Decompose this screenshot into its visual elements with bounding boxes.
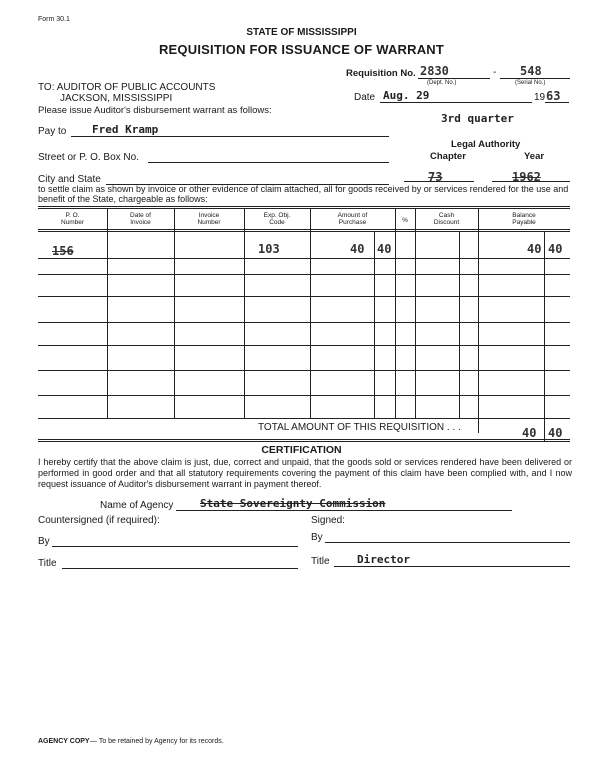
row-balance-cents: 40 (548, 242, 563, 256)
chapter-label: Chapter (430, 151, 466, 162)
header-balance: Balance Payable (512, 212, 536, 226)
requisition-label: Requisition No. (346, 68, 416, 79)
total-cents: 40 (548, 426, 563, 440)
footer-copy-text: — To be retained by Agency for its records. (90, 738, 224, 745)
dept-number-value: 2830 (420, 64, 449, 78)
year-label: Year (524, 151, 545, 162)
header-cash: Cash Discount (433, 212, 460, 226)
agency-value: State Sovereignty Commission (200, 497, 386, 510)
header-date: Date of Invoice (130, 212, 151, 226)
dept-caption: (Dept. No.) (427, 80, 457, 86)
signed-by-label: By (311, 532, 323, 543)
countersigned-title-label: Title (38, 558, 57, 569)
countersigned-by-label: By (38, 536, 50, 547)
street-label: Street or P. O. Box No. (38, 152, 139, 163)
header-percent: % (402, 217, 408, 224)
header-amount: Amount of Purchase (337, 212, 368, 226)
certification-heading: CERTIFICATION (261, 444, 342, 456)
signed-title-label: Title (311, 556, 330, 567)
total-label: TOTAL AMOUNT OF THIS REQUISITION . . . (258, 422, 461, 433)
header-exp: Exp. Obj. Code (263, 212, 291, 226)
settle-text: to settle claim as shown by invoice or other evidence of claim attached, all for goods received by or services rendered for the use and benefit of the State, chargeable as follows: (38, 184, 569, 204)
date-label: Date (354, 92, 376, 103)
form-number: Form 30.1 (38, 16, 70, 23)
row-po: 156 (52, 244, 74, 258)
to-line-2: JACKSON, MISSISSIPPI (60, 93, 173, 104)
to-line-1: TO: AUDITOR OF PUBLIC ACCOUNTS (38, 82, 216, 93)
serial-caption: (Serial No.) (515, 80, 546, 86)
instruction-text: Please issue Auditor's disbursement warrant as follows: (38, 105, 272, 116)
page-title: REQUISITION FOR ISSUANCE OF WARRANT (158, 42, 445, 57)
pay-to-label: Pay to (38, 126, 67, 137)
row-amount-cents: 40 (377, 242, 392, 256)
legal-authority-label: Legal Authority (451, 139, 521, 150)
certification-text: I hereby certify that the above claim is just, due, correct and unpaid, that the goods sold or services rendered have been delivered or performed in good order and that all statutory requirements covering the payment of this claim have been complied with, and I now request issuance of Auditor's disbursement warrant in payment thereof. (38, 457, 572, 489)
year-suffix: 63 (546, 89, 561, 103)
chapter-value: 73 (428, 170, 443, 184)
row-balance-dollars: 40 (527, 242, 542, 256)
signed-title-value: Director (357, 553, 410, 566)
city-label: City and State (38, 174, 101, 185)
row-exp: 103 (258, 242, 280, 256)
countersigned-label: Countersigned (if required): (38, 515, 160, 526)
serial-number-value: 548 (520, 64, 542, 78)
state-heading: STATE OF MISSISSIPPI (246, 27, 357, 38)
quarter-note: 3rd quarter (441, 112, 514, 125)
agency-label: Name of Agency (100, 500, 174, 511)
header-invoice: Invoice Number (197, 212, 221, 226)
pay-to-value: Fred Kramp (92, 123, 159, 136)
year-prefix: 19 (534, 92, 546, 103)
legal-year-value: 1962 (512, 170, 541, 184)
footer-copy-label: AGENCY COPY (38, 738, 90, 745)
date-value: Aug. 29 (383, 89, 430, 102)
signed-label: Signed: (311, 515, 345, 526)
row-amount-dollars: 40 (350, 242, 365, 256)
total-dollars: 40 (522, 426, 537, 440)
header-po: P. O. Number (60, 212, 85, 226)
